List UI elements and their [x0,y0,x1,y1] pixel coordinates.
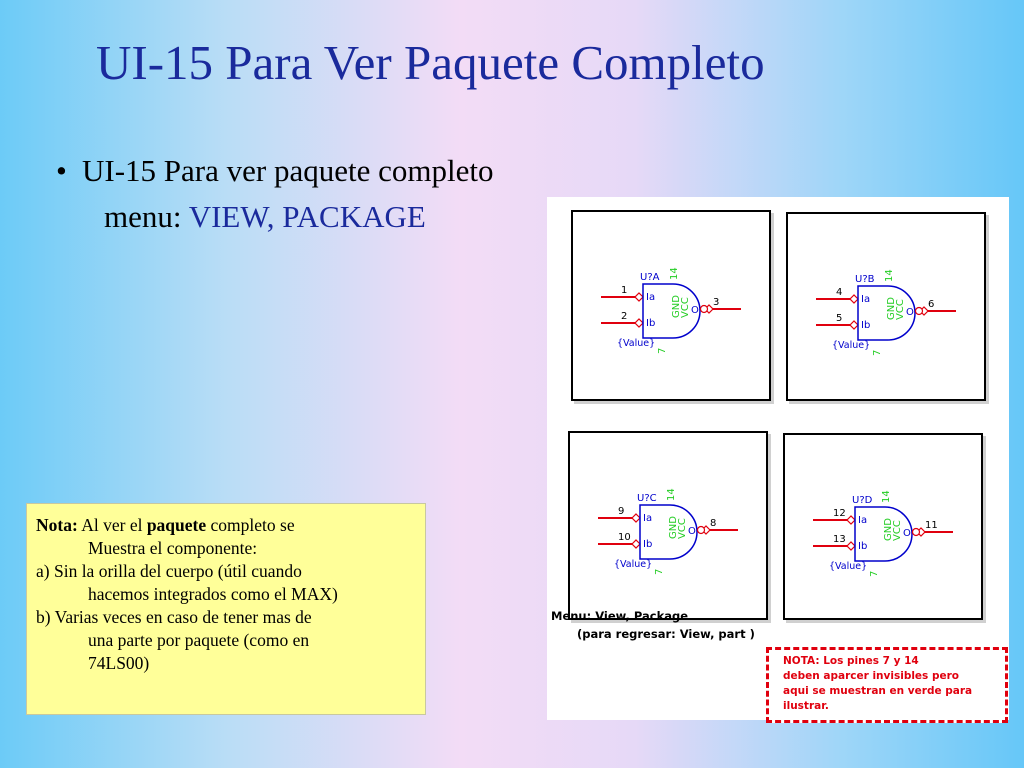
menu-note-line2: (para regresar: View, part ) [577,627,755,641]
gate-ref-label: U?A [640,272,660,283]
pin-number: 2 [621,311,628,322]
pin-number: 6 [928,299,935,310]
note-text: Al ver el [81,515,143,535]
input-label: Ia [643,513,653,524]
pin-number: 12 [833,508,846,519]
input-label: Ia [858,515,868,526]
inversion-bubble [913,529,920,536]
vcc-label: VCC [677,518,688,539]
vcc-label: VCC [680,297,691,318]
value-label: {Value} [614,559,653,570]
output-label: O [903,528,911,539]
nand-gate-symbol [573,212,773,402]
note-item-b: b) Varias veces en caso de tener mas de [36,607,312,627]
gate-panel [783,433,983,620]
gnd-pin-number: 7 [657,347,668,354]
input-label: Ia [646,292,656,303]
gate-panel [568,431,768,620]
note-label: Nota: [36,515,78,535]
bullet-point [56,148,493,240]
pin-marker [632,540,640,548]
pin-marker [635,319,643,327]
note-text: Muestra el componente: [88,538,258,558]
nand-gate-symbol [788,214,988,404]
bullet-menu-value: VIEW, PACKAGE [188,199,426,234]
red-dashed-note [766,647,1008,723]
pin-marker [847,542,855,550]
pin-number: 4 [836,287,843,298]
gate-ref-label: U?C [637,493,657,504]
value-label: {Value} [832,340,871,351]
red-note-line: NOTA: Los pines 7 y 14 [783,655,919,667]
pin-number: 5 [836,313,843,324]
note-item-b-cont: una parte por paquete (como en [88,630,310,650]
gnd-pin-number: 7 [872,349,883,356]
pin-marker [847,516,855,524]
pin-marker [850,295,858,303]
vcc-label: VCC [892,520,903,541]
pin-marker [850,321,858,329]
vcc-pin-number: 14 [881,490,892,503]
gnd-label: GND [886,297,897,320]
vcc-pin-number: 14 [669,267,680,280]
note-box [26,503,426,715]
vcc-label: VCC [895,299,906,320]
gate-ref-label: U?D [852,495,873,506]
output-label: O [691,305,699,316]
bullet-menu-prefix: menu: [104,199,182,234]
pin-number: 8 [710,518,717,529]
input-label: Ib [858,541,868,552]
gate-panel [571,210,771,401]
gnd-label: GND [883,518,894,541]
vcc-pin-number: 14 [666,488,677,501]
red-note-line: deben aparcer invisibles pero [783,670,959,682]
nand-gate-symbol [785,435,985,625]
inversion-bubble [916,308,923,315]
note-text: completo se [210,515,295,535]
note-item-a-cont: hacemos integrados como el MAX) [88,584,338,604]
gnd-label: GND [668,516,679,539]
pin-number: 1 [621,285,628,296]
note-item-a: a) Sin la orilla del cuerpo (útil cuando [36,561,302,581]
value-label: {Value} [617,338,656,349]
output-label: O [906,307,914,318]
input-label: Ib [643,539,653,550]
gnd-label: GND [671,295,682,318]
vcc-pin-number: 14 [884,269,895,282]
note-item-b-cont: 74LS00) [88,653,150,673]
pin-number: 9 [618,506,625,517]
value-label: {Value} [829,561,868,572]
pin-marker [632,514,640,522]
gate-ref-label: U?B [855,274,875,285]
red-note-line: ilustrar. [783,700,829,712]
inversion-bubble [701,306,708,313]
red-note-line: aqui se muestran en verde para [783,685,973,697]
pin-marker [635,293,643,301]
bullet-text: UI-15 Para ver paquete completo [82,153,494,188]
pin-number: 13 [833,534,846,545]
pin-number: 10 [618,532,631,543]
note-bold-word: paquete [146,515,207,535]
pin-number: 11 [925,520,938,531]
gnd-pin-number: 7 [869,570,880,577]
pin-number: 3 [713,297,720,308]
nand-gate-symbol [570,433,770,623]
menu-note [551,607,755,643]
output-label: O [688,526,696,537]
gate-panel [786,212,986,401]
schematic-figure [547,197,1009,720]
slide-title: UI-15 Para Ver Paquete Completo [96,35,765,90]
input-label: Ia [861,294,871,305]
menu-note-line1: Menu: View, Package [551,609,689,623]
input-label: Ib [646,318,656,329]
inversion-bubble [698,527,705,534]
bullet-glyph: • [56,153,67,188]
gnd-pin-number: 7 [654,568,665,575]
input-label: Ib [861,320,871,331]
